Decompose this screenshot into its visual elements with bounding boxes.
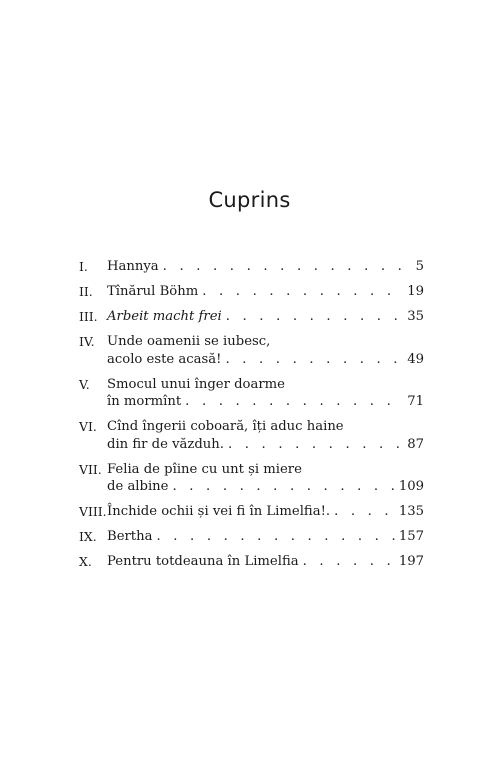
page-number: 5: [415, 259, 424, 274]
chapter-title: Închide ochii și vei fi în Limelfia!.: [107, 504, 331, 519]
chapter-title-line: acolo este acasă!: [107, 351, 222, 367]
toc-entry[interactable]: [79, 376, 424, 411]
toc-entry[interactable]: [79, 333, 424, 368]
page-number: 19: [407, 284, 424, 299]
chapter-number: II.: [79, 284, 93, 299]
dot-leader: [185, 393, 404, 411]
chapter-title-line: Unde oamenii se iubesc,: [107, 334, 271, 349]
toc-entry[interactable]: [79, 308, 424, 326]
chapter-number: VIII.: [79, 504, 107, 519]
dot-leader: [228, 436, 404, 454]
page-number: 35: [407, 309, 424, 324]
page-number: 135: [398, 504, 424, 519]
chapter-number: IX.: [79, 529, 97, 544]
chapter-title-line: de albine: [107, 479, 169, 494]
chapter-number: X.: [79, 554, 92, 569]
chapter-number: III.: [79, 309, 98, 324]
toc-entry[interactable]: [79, 503, 424, 521]
chapter-title-line: din fir de văzduh.: [107, 436, 224, 452]
chapter-title: Arbeit macht frei: [107, 309, 222, 324]
dot-leader: [163, 258, 413, 276]
dot-leader: [225, 351, 404, 369]
toc-entry[interactable]: [79, 258, 424, 276]
toc-entry[interactable]: [79, 461, 424, 496]
chapter-number: VI.: [79, 419, 97, 434]
page-number: 87: [407, 436, 424, 452]
chapter-number: V.: [79, 376, 90, 392]
toc-entry[interactable]: [79, 528, 424, 546]
dot-leader: [156, 528, 395, 546]
page-number: 109: [398, 479, 424, 494]
chapter-title: Tînărul Böhm: [107, 284, 199, 299]
chapter-title: Bertha: [107, 529, 153, 544]
chapter-title-line: Felia de pîine cu unt și miere: [107, 461, 302, 477]
page-number: 197: [398, 554, 424, 569]
chapter-number: VII.: [79, 461, 102, 477]
page-number: 157: [398, 529, 424, 544]
page-number: 71: [407, 394, 424, 409]
chapter-title-line: Smocul unui înger doarme: [107, 376, 285, 392]
toc-entry[interactable]: [79, 418, 424, 453]
dot-leader: [303, 553, 396, 571]
table-of-contents: [79, 258, 424, 578]
page-number: 49: [407, 351, 424, 367]
chapter-title-line: în mormînt: [107, 394, 182, 409]
dot-leader: [172, 478, 395, 496]
dot-leader: [202, 283, 404, 301]
chapter-title-line: Cînd îngerii coboară, îți aduc haine: [107, 419, 344, 434]
chapter-number: IV.: [79, 334, 95, 349]
page-title: Cuprins: [208, 188, 291, 212]
toc-entry[interactable]: [79, 553, 424, 571]
chapter-number: I.: [79, 259, 88, 274]
chapter-title: Hannya: [107, 259, 159, 274]
dot-leader: [334, 503, 396, 521]
toc-entry[interactable]: [79, 283, 424, 301]
chapter-title: Pentru totdeauna în Limelfia: [107, 554, 299, 569]
dot-leader: [226, 308, 404, 326]
